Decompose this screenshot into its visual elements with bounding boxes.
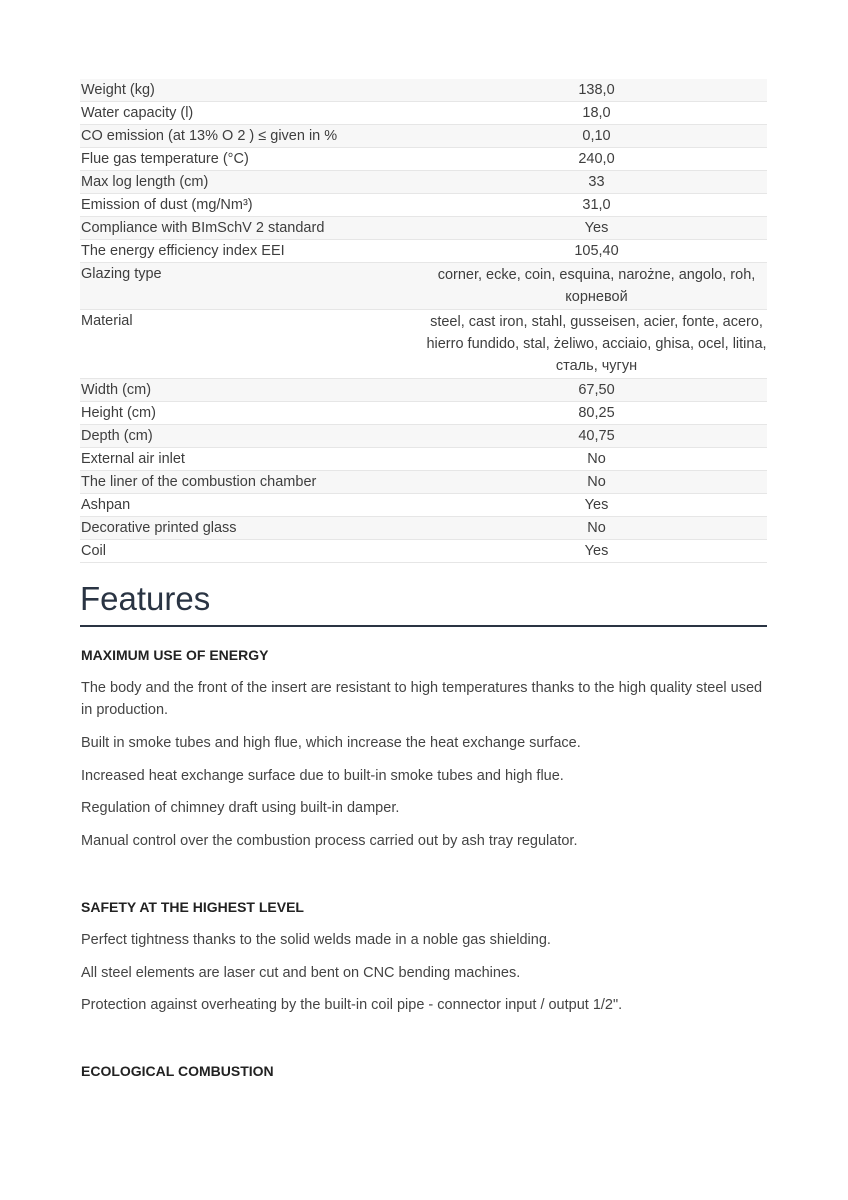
spec-label: Emission of dust (mg/Nm³) xyxy=(81,197,253,213)
table-row xyxy=(80,148,767,171)
spec-label: The energy efficiency index EEI xyxy=(81,243,285,259)
spec-label: Ashpan xyxy=(81,497,131,513)
spec-value: 138,0 xyxy=(578,82,615,98)
table-row xyxy=(80,402,767,425)
feature-paragraph: Increased heat exchange surface due to built-in smoke tubes and high flue. xyxy=(81,768,564,784)
spec-label: Coil xyxy=(81,543,106,559)
section-title-safety: SAFETY AT THE HIGHEST LEVEL xyxy=(81,899,304,915)
spec-label: External air inlet xyxy=(81,451,185,467)
table-row xyxy=(80,448,767,471)
table-row xyxy=(80,194,767,217)
table-row xyxy=(80,517,767,540)
spec-label: Width (cm) xyxy=(81,382,152,398)
feature-paragraph: Manual control over the combustion process carried out by ash tray regulator. xyxy=(81,833,578,849)
spec-value: 67,50 xyxy=(578,382,615,398)
specifications-table xyxy=(80,79,767,563)
spec-label: Decorative printed glass xyxy=(81,520,237,536)
spec-label: Depth (cm) xyxy=(81,428,153,444)
table-row xyxy=(80,494,767,517)
table-row xyxy=(80,310,767,379)
spec-label: Height (cm) xyxy=(81,405,156,421)
table-row xyxy=(80,79,767,102)
table-row xyxy=(80,240,767,263)
spec-value: Yes xyxy=(584,497,609,513)
section-title-energy: MAXIMUM USE OF ENERGY xyxy=(81,647,269,663)
table-row xyxy=(80,425,767,448)
spec-label: Weight (kg) xyxy=(81,82,155,98)
spec-label: The liner of the combustion chamber xyxy=(81,474,317,490)
table-row xyxy=(80,171,767,194)
spec-value: 0,10 xyxy=(582,128,611,144)
spec-value: 240,0 xyxy=(578,151,615,167)
spec-label: Flue gas temperature (°C) xyxy=(81,151,249,167)
spec-value: 31,0 xyxy=(582,197,611,213)
spec-value: steel, cast iron, stahl, gusseisen, acier, fonte, acero, hierro fundido, stal, żeliwo, acciaio, ghisa, ocel, litina, сталь, чугун xyxy=(426,314,767,374)
feature-paragraph: Protection against overheating by the built-in coil pipe - connector input / output 1/2". xyxy=(81,997,623,1013)
spec-value: corner, ecke, coin, esquina, narożne, angolo, roh, корневой xyxy=(437,267,756,305)
feature-paragraph: Built in smoke tubes and high flue, which increase the heat exchange surface. xyxy=(81,735,581,751)
table-row xyxy=(80,540,767,563)
spec-value: No xyxy=(587,520,606,536)
spec-value: No xyxy=(587,451,606,467)
feature-paragraph: Perfect tightness thanks to the solid welds made in a noble gas shielding. xyxy=(81,932,551,948)
spec-label: Compliance with BImSchV 2 standard xyxy=(81,220,325,236)
spec-value: 33 xyxy=(588,174,605,190)
spec-value: 105,40 xyxy=(574,243,619,259)
spec-value: 40,75 xyxy=(578,428,615,444)
spec-label: Max log length (cm) xyxy=(81,174,209,190)
table-row xyxy=(80,125,767,148)
spec-value: 80,25 xyxy=(578,405,615,421)
feature-paragraph: Regulation of chimney draft using built-in damper. xyxy=(81,800,400,816)
table-row xyxy=(80,217,767,240)
features-heading: Features xyxy=(80,580,211,617)
table-row xyxy=(80,471,767,494)
spec-label: CO emission (at 13% O 2 ) ≤ given in % xyxy=(81,128,338,144)
feature-paragraph: The body and the front of the insert are resistant to high temperatures thanks to the high quality steel used in production. xyxy=(81,680,763,718)
spec-value: Yes xyxy=(584,220,609,236)
spec-value: 18,0 xyxy=(582,105,611,121)
feature-paragraph: All steel elements are laser cut and bent on CNC bending machines. xyxy=(81,965,521,981)
spec-label: Material xyxy=(81,313,133,329)
spec-label: Water capacity (l) xyxy=(81,105,194,121)
table-row xyxy=(80,102,767,125)
section-title-ecological: ECOLOGICAL COMBUSTION xyxy=(81,1063,274,1079)
spec-label: Glazing type xyxy=(81,266,162,282)
table-row xyxy=(80,263,767,310)
section-divider xyxy=(80,625,767,627)
table-row xyxy=(80,379,767,402)
spec-value: No xyxy=(587,474,606,490)
spec-value: Yes xyxy=(584,543,609,559)
